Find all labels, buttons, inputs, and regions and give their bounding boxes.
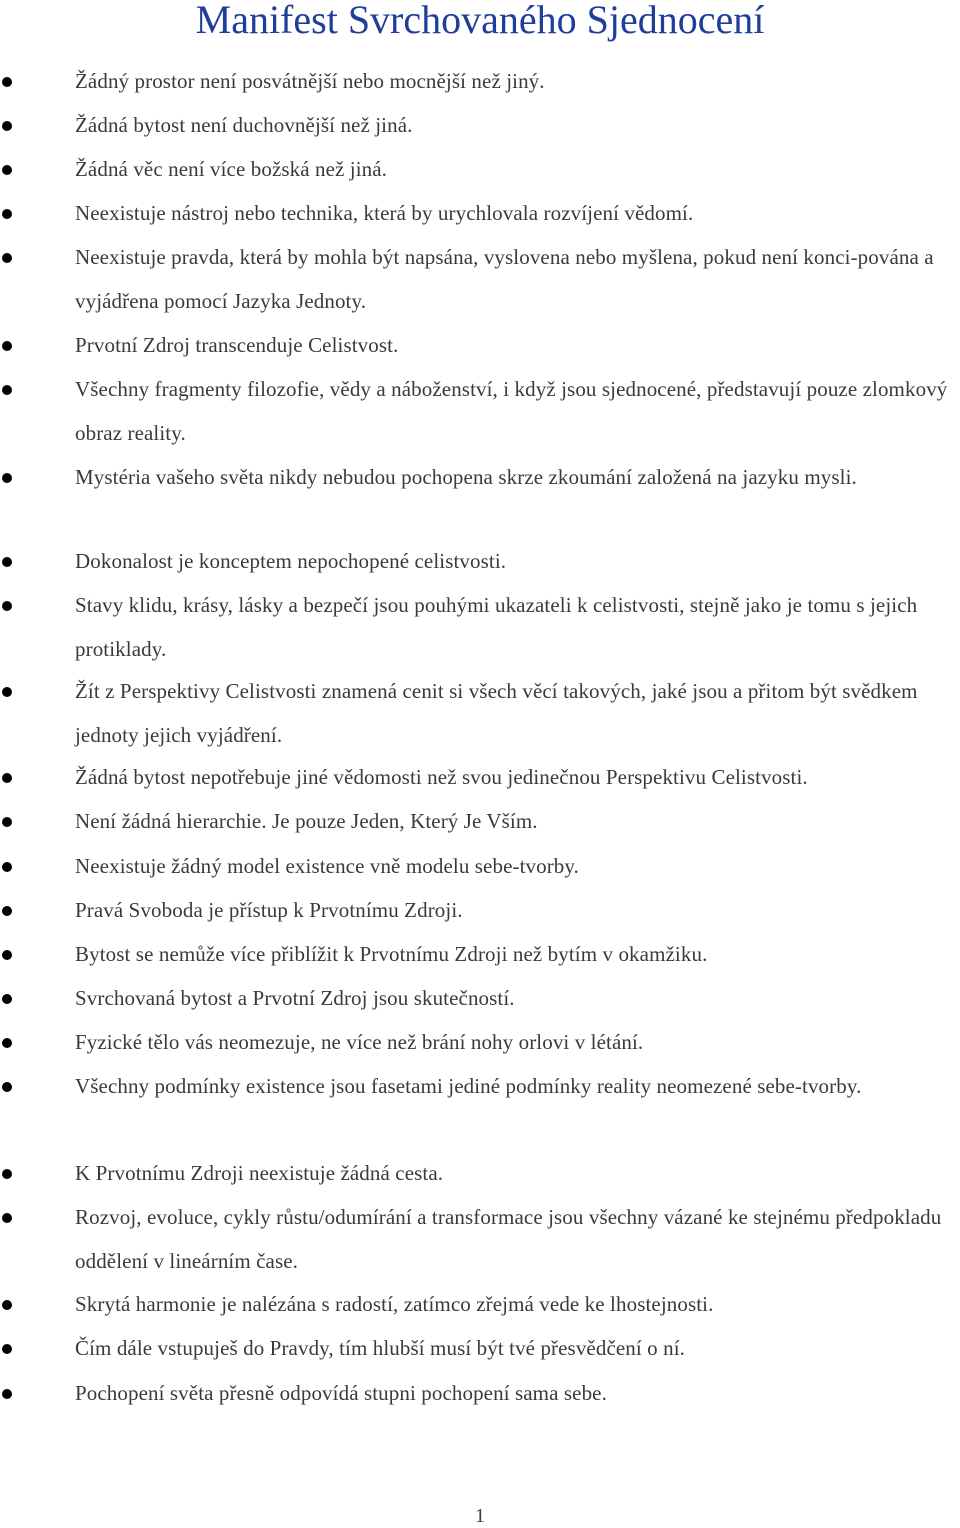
list-item-text: Rozvoj, evoluce, cykly růstu/odumírání a transformace jsou všechny vázané ke stejnému předpokladu oddělení v lineárním čase. bbox=[75, 1205, 942, 1273]
bullet-icon bbox=[2, 121, 12, 131]
bullet-icon bbox=[2, 165, 12, 175]
bullet-icon bbox=[2, 817, 12, 827]
bullet-icon bbox=[2, 253, 12, 263]
list-item-text: Bytost se nemůže více přiblížit k Prvotnímu Zdroji než bytím v okamžiku. bbox=[75, 942, 708, 966]
bullet-icon bbox=[2, 906, 12, 916]
bullet-icon bbox=[2, 341, 12, 351]
bullet-icon bbox=[2, 773, 12, 783]
list-item-text: Pochopení světa přesně odpovídá stupni pochopení sama sebe. bbox=[75, 1381, 607, 1405]
list-item-text: Žádná bytost nepotřebuje jiné vědomosti než svou jedinečnou Perspektivu Celistvosti. bbox=[75, 765, 808, 789]
list-item-text: Stavy klidu, krásy, lásky a bezpečí jsou pouhými ukazateli k celistvosti, stejně jako je tomu s jejich protiklady. bbox=[75, 593, 918, 661]
list-item-text: Pravá Svoboda je přístup k Prvotnímu Zdroji. bbox=[75, 898, 463, 922]
bullet-icon bbox=[2, 994, 12, 1004]
bullet-icon bbox=[2, 1213, 12, 1223]
page-title: Manifest Svrchovaného Sjednocení bbox=[195, 0, 765, 42]
bullet-icon bbox=[2, 1344, 12, 1354]
list-item-text: Mystéria vašeho světa nikdy nebudou pochopena skrze zkoumání založená na jazyku mysli. bbox=[75, 465, 857, 489]
list-item-text: Žít z Perspektivy Celistvosti znamená cenit si všech věcí takových, jaké jsou a přitom být svědkem jednoty jejich vyjádření. bbox=[75, 679, 918, 747]
list-item-text: Fyzické tělo vás neomezuje, ne více než brání nohy orlovi v létání. bbox=[75, 1030, 644, 1054]
list-item-text: Čím dále vstupuješ do Pravdy, tím hlubší musí být tvé přesvědčení o ní. bbox=[75, 1336, 686, 1360]
list-item-text: Skrytá harmonie je nalézána s radostí, zatímco zřejmá vede ke lhostejnosti. bbox=[75, 1292, 714, 1316]
bullet-icon bbox=[2, 557, 12, 567]
page-number: 1 bbox=[475, 1505, 485, 1527]
bullet-icon bbox=[2, 77, 12, 87]
list-item-text: Žádná bytost není duchovnější než jiná. bbox=[75, 113, 413, 137]
bullet-icon bbox=[2, 209, 12, 219]
list-item-text: Všechny fragmenty filozofie, vědy a náboženství, i když jsou sjednocené, představují pouze zlomkový obraz reality. bbox=[75, 377, 948, 445]
list-item-text: Není žádná hierarchie. Je pouze Jeden, Který Je Vším. bbox=[75, 809, 538, 833]
bullet-icon bbox=[2, 687, 12, 697]
list-item-text: Prvotní Zdroj transcenduje Celistvost. bbox=[75, 333, 399, 357]
bullet-icon bbox=[2, 601, 12, 611]
list-item-text: Žádná věc není více božská než jiná. bbox=[75, 157, 388, 181]
bullet-icon bbox=[2, 950, 12, 960]
list-item-text: Neexistuje žádný model existence vně modelu sebe-tvorby. bbox=[75, 854, 579, 878]
bullet-icon bbox=[2, 1169, 12, 1179]
list-item-text: Žádný prostor není posvátnější nebo mocnější než jiný. bbox=[75, 69, 545, 93]
list-item-text: Neexistuje pravda, která by mohla být napsána, vyslovena nebo myšlena, pokud není konci-pována a vyjádřena pomocí Jazyka Jednoty. bbox=[75, 245, 934, 313]
list-item-text: K Prvotnímu Zdroji neexistuje žádná cesta. bbox=[75, 1161, 444, 1185]
list-item-text: Neexistuje nástroj nebo technika, která by urychlovala rozvíjení vědomí. bbox=[75, 201, 694, 225]
list-item-text: Všechny podmínky existence jsou fasetami jediné podmínky reality neomezené sebe-tvorby. bbox=[75, 1074, 862, 1098]
bullet-icon bbox=[2, 385, 12, 395]
bullet-icon bbox=[2, 1038, 12, 1048]
bullet-icon bbox=[2, 473, 12, 483]
bullet-icon bbox=[2, 1082, 12, 1092]
list-item-text: Dokonalost je konceptem nepochopené celistvosti. bbox=[75, 549, 507, 573]
bullet-icon bbox=[2, 862, 12, 872]
list-item-text: Svrchovaná bytost a Prvotní Zdroj jsou skutečností. bbox=[75, 986, 515, 1010]
bullet-icon bbox=[2, 1300, 12, 1310]
bullet-icon bbox=[2, 1389, 12, 1399]
